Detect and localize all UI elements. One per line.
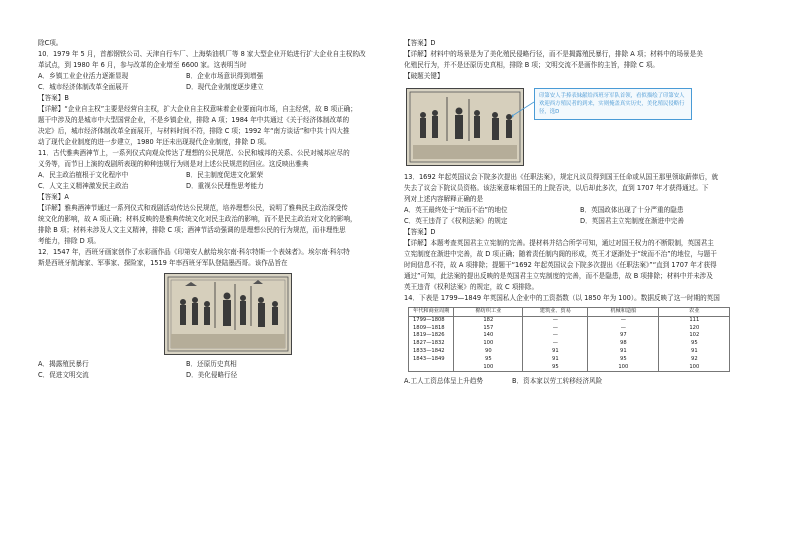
question-14-line: 14．下表是 1799—1849 年英国私人企业中的工资指数（以 1850 年为 100）。数据反映了这一时期的英国 [404, 294, 720, 302]
option-b: B．企业市场意识得到增强 [186, 72, 264, 80]
table-header-row [409, 308, 730, 317]
table-header: 农业 [659, 308, 730, 317]
question-13-line: 失去了议会下院议员资格。该法案意味着国王的上院否决，以后却此多次，直到 1707 年才获得通过。下 [404, 184, 709, 192]
year-value: 1827—1832 [413, 340, 445, 347]
explanation-line: 动了现代企业制度的进一步建立，1980 年还未出现现代企业制度，排除 D 项。 [38, 138, 271, 146]
explanation-line: 排除 B 项；材料未涉及人文主义精神，排除 C 项；酒神节活动强调的是理想公民的行为规范，而非理性思 [38, 226, 346, 234]
option-b: B．民主制度促进文化繁荣 [186, 171, 264, 179]
explanation-line: 【详解】雅典酒神节通过一系列仪式和戏剧活动传达公民规范，培养理想公民，说明了雅典民主政治深受传 [38, 204, 348, 212]
cotton-value: 157 [483, 324, 494, 331]
agri-value: 120 [689, 324, 700, 331]
question-12-line: 斯是西班牙航海家、军事家、探险家，1519 年率西班牙军队登陆墨西哥。该作品旨在 [38, 259, 288, 267]
question-10-line: 革试点，到 1980 年 6 月，参与改革的企业增至 6600 家。这表明当时 [38, 61, 247, 69]
agri-value: 92 [691, 355, 698, 362]
year-value: 1819—1826 [413, 332, 445, 339]
painting-illustration [165, 274, 291, 354]
machine-value: — [620, 316, 626, 323]
option-d: D．重视公民理性思考能力 [186, 182, 264, 190]
machine-value: — [620, 324, 626, 331]
agri-value: 102 [689, 332, 700, 339]
answer-13: 【答案】D [404, 228, 436, 236]
explanation-line: 统文化的影响，故 A 项正确；材料反映的是雅典传统文化对民主政治的影响，而不是民主政治对文化的影响， [38, 215, 357, 223]
question-12-options-row [38, 370, 376, 381]
cotton-value: 140 [483, 332, 494, 339]
question-10-line: 10．1979 年 5 月，首都钢铁公司、天津自行车厂、上海柴油机厂等 8 家大型企业开始进行扩大企业自主权的改 [38, 50, 366, 58]
question-11-options-row [38, 181, 376, 192]
agri-value: 100 [689, 363, 700, 370]
building-value: 91 [552, 355, 559, 362]
question-11-line: 11．古代雅典酒神节上，一系列仪式向观众传达了理想的公民规范、公民和城邦的关系、公民对城邦应尽的 [38, 149, 350, 157]
explanation-line: 时间信息不符，故 A 项排除；提题干“1692 年起英国议会下院多次提出《任职法案》”“直到 1707 年才获得 [404, 261, 717, 269]
building-cell [523, 316, 588, 372]
explanation-line: 【详解】本题考查英国君主立宪制的完善。提材料并结合所学可知，通过对国王权力的不断限制，英国君主 [404, 239, 714, 247]
question-13-line: 列对上述内容解释正确的是 [404, 195, 484, 203]
painting-illustration [407, 89, 523, 165]
table-header: 年代和商业周期 [409, 308, 454, 317]
cotton-value: 90 [485, 347, 492, 354]
year-cell [409, 316, 454, 372]
question-10-options-row [38, 71, 376, 82]
option-d: D．美化侵略行径 [186, 371, 238, 379]
explanation-line: 通过”可知，此法案的提出反映的是英国君主立宪制度的完善，而不是隐患，故 B 项排除；材料中并未涉及 [404, 272, 713, 280]
explanation-line: 化殖民行为，并不是还原历史真相，排除 B 项；文明交流不是画作的主旨，排除 C 项。 [404, 61, 659, 69]
question-11-options-row [38, 170, 376, 181]
explanation-line: 题干中涉及的是城市中大型国营企业，不是乡镇企业，排除 A 项；1984 年中共通过《关于经济体制改革的 [38, 116, 350, 124]
table-header: 机械和造船 [588, 308, 659, 317]
cotton-value: 100 [483, 340, 494, 347]
building-value: — [552, 324, 558, 331]
table-header: 棉纺织工业 [454, 308, 523, 317]
painting-image [164, 273, 292, 355]
answer-11: 【答案】A [38, 193, 69, 201]
explanation-line: 英王违背《权利法案》的规定，故 C 项排除。 [404, 283, 539, 291]
table-header: 建筑业、贸易 [523, 308, 588, 317]
explanation-line: 决定》后，城市经济体制改革全面展开，与材料时间不符，排除 C 项；1992 年“南方谈话”和中共十四大推 [38, 127, 350, 135]
option-a: A．民主政治植根于文化程序中 [38, 171, 129, 179]
cotton-value: 95 [485, 355, 492, 362]
agri-value: 95 [691, 340, 698, 347]
painting-figure [164, 273, 292, 355]
machine-value: 98 [620, 340, 627, 347]
option-b: B．还原历史真相 [186, 360, 237, 368]
text-line: 除C项。 [38, 39, 63, 47]
machine-value: 95 [620, 355, 627, 362]
year-value: 1843—1849 [413, 355, 445, 362]
explanation-line: 立宪制度在渐进中完善，故 D 项正确；随着责任制内阁的形成，英王才逐渐处于“统而不治”的地位，与题干 [404, 250, 717, 258]
agri-value: 111 [689, 316, 700, 323]
answer-12: 【答案】D [404, 39, 436, 47]
question-12-line: 12．1547 年，西班牙画家创作了水彩画作品《印第安人献给埃尔南·科尔特斯一个表妹者》。埃尔南·科尔特 [38, 248, 350, 256]
machine-value: 97 [620, 332, 627, 339]
option-c: C．城市经济体制改革全面展开 [38, 83, 129, 91]
painting-image [406, 88, 524, 166]
building-value: 95 [552, 363, 559, 370]
option-b: B．英国政体出现了十分严重的隐患 [580, 206, 684, 214]
year-value [413, 364, 449, 372]
question-12-options-row [38, 359, 376, 370]
machine-value: 91 [620, 347, 627, 354]
cotton-cell [454, 316, 523, 372]
option-b: B．资本家以劳工转移经济风险 [512, 377, 603, 386]
agri-cell [659, 316, 730, 372]
key-heading: 【破题关键】 [404, 72, 444, 80]
option-c: C．英王违背了《权利法案》的规定 [404, 217, 508, 225]
machine-cell [588, 316, 659, 372]
question-10-options-row [38, 82, 376, 93]
table-row [409, 316, 730, 372]
option-d: D．英国君主立宪制度在渐进中完善 [580, 217, 684, 225]
explanation-line: 【详解】材料中的场景是为了美化殖民侵略行径，而不是揭露殖民暴行，排除 A 项；材料中的场景是美 [404, 50, 703, 58]
question-13-line: 13．1692 年起英国议会下院多次提出《任职法案》，规定凡议员得到国王任命或从国王那里领取薪俸后，就 [404, 173, 719, 181]
cotton-value: 100 [483, 363, 494, 370]
question-13-options-row [404, 216, 756, 227]
building-value: — [552, 340, 558, 347]
option-d: D．现代企业制度逐步建立 [186, 83, 264, 91]
explanation-line: 考能力，排除 D 项。 [38, 237, 101, 245]
option-a: A.工人工资总体呈上升趋势 [404, 377, 484, 386]
option-a: A．揭露殖民暴行 [38, 360, 89, 368]
answer-10: 【答案】B [38, 94, 69, 102]
wage-index-table [408, 307, 730, 372]
year-value: 1799—1808 [413, 316, 445, 323]
question-11-line: 义务等，而节日上演的戏剧所表现的种种违规行为则是对上述公民规范的回应。这反映出雅典 [38, 160, 309, 168]
building-value: 91 [552, 347, 559, 354]
question-14-options-row [404, 376, 756, 387]
explanation-line: 【详解】“企业自主权”主要是经营自主权，扩大企业自主权意味着企业要面向市场，自主经营，故 B 项正确； [38, 105, 357, 113]
cotton-value: 182 [483, 316, 494, 323]
option-a: A．乡镇工业企业活力逐渐显现 [38, 72, 129, 80]
agri-value: 91 [691, 347, 698, 354]
option-c: C．促进文明交流 [38, 371, 89, 379]
question-13-options-row [404, 205, 756, 216]
building-value: — [552, 316, 558, 323]
left-column [38, 38, 376, 381]
annotated-figure [404, 86, 756, 168]
year-value: 1809—1818 [413, 324, 445, 331]
building-value: — [552, 332, 558, 339]
option-a: A．英王最终处于“统而不治”的地位 [404, 206, 508, 214]
year-value: 1833—1842 [413, 347, 445, 354]
option-c: C．人文主义精神激发民主政治 [38, 182, 129, 190]
right-column [404, 38, 756, 387]
callout-note: 印第安人手捧表妹献给西班牙军队首领，看似描绘了印第安人欢迎西方殖民者的到来，实则掩盖真实历史，美化殖民侵略行径，选D [534, 88, 692, 120]
machine-value: 100 [618, 363, 629, 370]
